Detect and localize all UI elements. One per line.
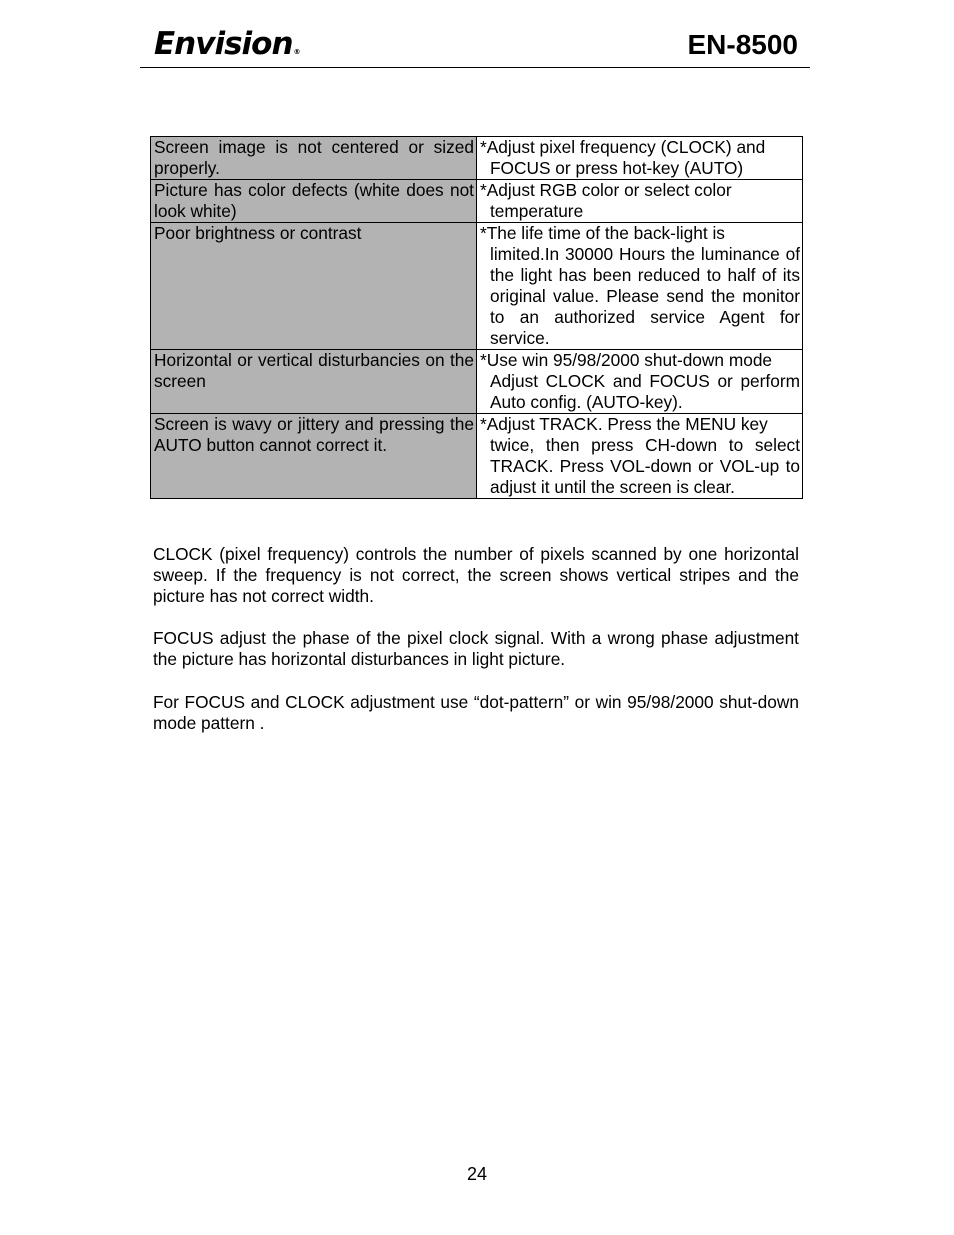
- table-row: [151, 414, 803, 499]
- solution-first-line: *The life time of the back-light is: [480, 223, 725, 243]
- envision-logo: [154, 26, 301, 70]
- page-number: 24: [466, 1164, 488, 1184]
- solution-first-line: *Adjust pixel frequency (CLOCK) and: [480, 137, 766, 157]
- problem-cell: [151, 180, 477, 223]
- solution-first-line: *Adjust RGB color or select color: [480, 180, 732, 200]
- solution-rest: FOCUS or press hot-key (AUTO): [490, 158, 744, 178]
- solution-rest: twice, then press CH-down to select TRACK. Press VOL-down or VOL-up to adjust it until the screen is clear.: [490, 435, 800, 497]
- solution-rest: temperature: [490, 201, 584, 221]
- focus-paragraph: FOCUS adjust the phase of the pixel clock signal. With a wrong phase adjustment the picture has horizontal disturbances in light picture.: [153, 628, 799, 669]
- table-row: [151, 137, 803, 180]
- page-header: [140, 25, 810, 68]
- solution-first-line: *Use win 95/98/2000 shut-down mode: [480, 350, 773, 370]
- table-row: [151, 350, 803, 414]
- problem-cell: Poor brightness or contrast: [151, 223, 477, 350]
- clock-paragraph: CLOCK (pixel frequency) controls the number of pixels scanned by one horizontal sweep. If the frequency is not correct, the screen shows vertical stripes and the picture has not correct width.: [153, 544, 799, 606]
- problem-cell: Screen is wavy or jittery and pressing the AUTO button cannot correct it.: [151, 414, 477, 499]
- problem-text: Picture has color defects (white does not look white): [154, 180, 474, 221]
- solution-first-line: *Adjust TRACK. Press the MENU key: [480, 414, 768, 434]
- solution-cell: [477, 350, 803, 414]
- adjustment-paragraph: For FOCUS and CLOCK adjustment use “dot-pattern” or win 95/98/2000 shut-down mode pattern .: [153, 692, 799, 733]
- solution-cell: [477, 180, 803, 223]
- solution-cell: [477, 137, 803, 180]
- logo-text: Envision: [154, 26, 293, 62]
- solution-rest: limited.In 30000 Hours the luminance of the light has been reduced to half of its original value. Please send the monitor to an authorized service Agent for service.: [490, 244, 800, 348]
- problem-cell: Horizontal or vertical disturbancies on the screen: [151, 350, 477, 414]
- table-row: [151, 180, 803, 223]
- solution-rest: Adjust CLOCK and FOCUS or perform Auto config. (AUTO-key).: [490, 371, 800, 412]
- registered-mark: ®: [293, 48, 301, 56]
- solution-cell: [477, 414, 803, 499]
- solution-cell: [477, 223, 803, 350]
- problem-cell: Screen image is not centered or sized properly.: [151, 137, 477, 180]
- table-row: [151, 223, 803, 350]
- troubleshooting-table: [150, 136, 803, 499]
- model-number: EN-8500: [687, 29, 798, 60]
